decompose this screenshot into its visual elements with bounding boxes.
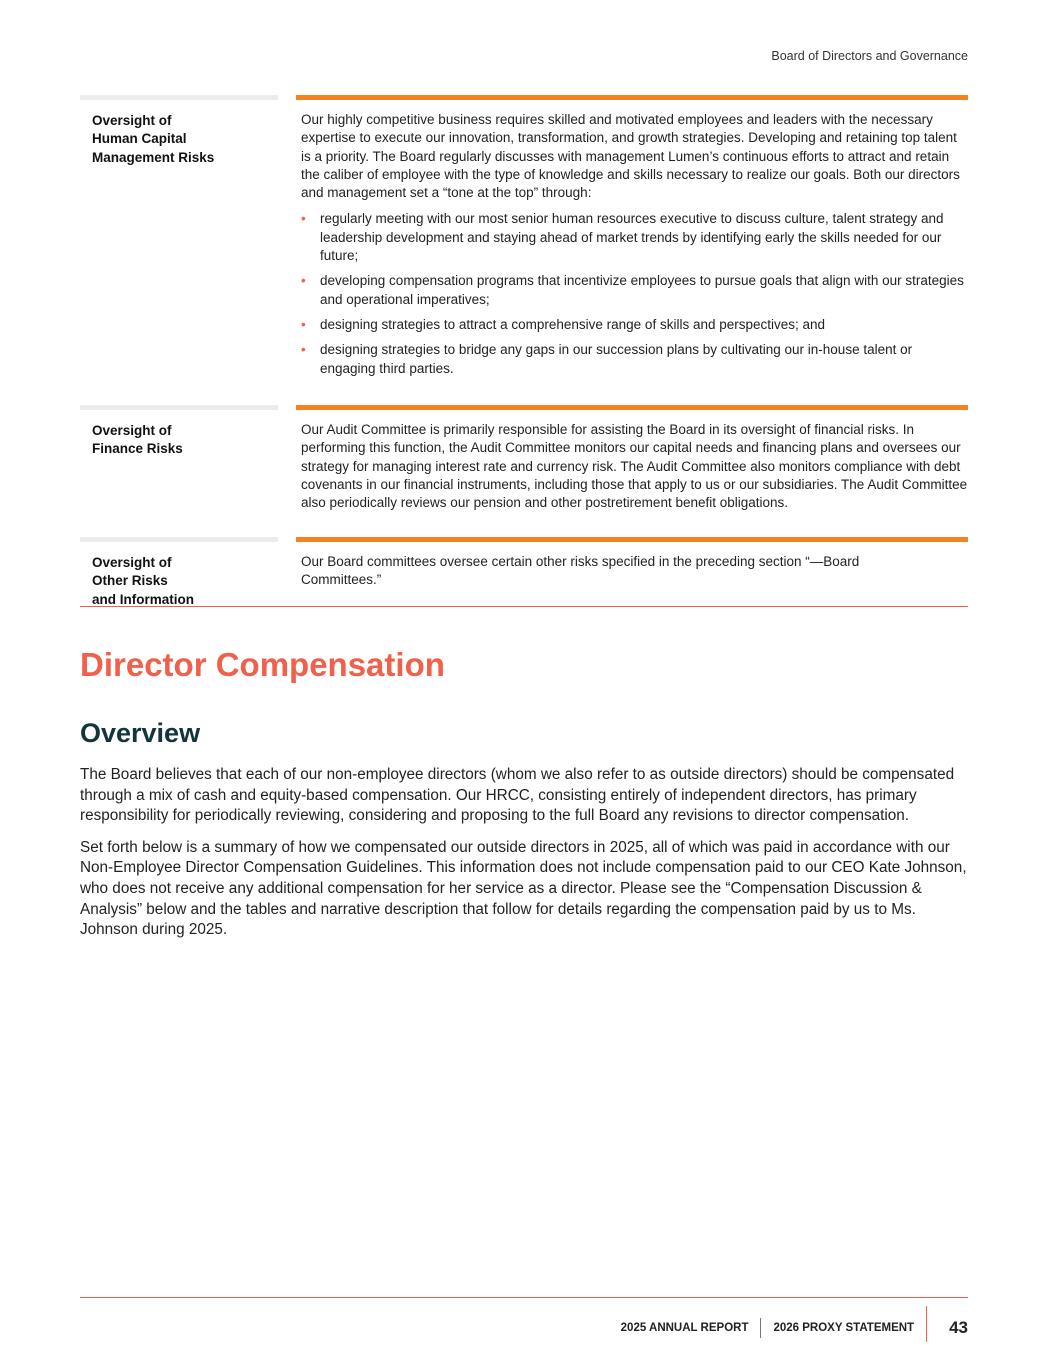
bullet-icon: • [301, 316, 306, 332]
row-content [296, 405, 968, 537]
annual-report-label: 2025 ANNUAL REPORT [620, 1322, 749, 1334]
label-line: Management Risks [92, 149, 215, 165]
label-line: Oversight of [92, 423, 172, 438]
list-item [301, 341, 968, 378]
list-item-text: designing strategies to attract a comprehensive range of skills and perspectives; and [320, 316, 826, 332]
proxy-statement-label: 2026 PROXY STATEMENT [773, 1322, 915, 1334]
row-label [80, 405, 278, 537]
list-item [301, 316, 968, 334]
label-line: Other Risks [92, 573, 168, 589]
row-text: Our Audit Committee is primarily responsible for assisting the Board in its oversight of financial risks. In performing this function, the Audit Committee monitors our capital needs and financing plans and oversees our strategy for managing interest rate and currency risk. The Audit Committee also monitors compliance with debt covenants in our financial instruments, including those that apply to us or our subsidiaries. The Audit Committee also periodically reviews our pension and other postretirement benefit obligations. [301, 422, 968, 511]
table-row [80, 405, 968, 537]
footer-divider [80, 1297, 968, 1298]
list-item-text: regularly meeting with our most senior human resources executive to discuss culture, talent strategy and leadership development and staying ahead of market trends by identifying early the skills needed for our future; [320, 211, 944, 264]
body-text [80, 765, 972, 952]
footer-separator [760, 1318, 761, 1338]
page-footer [621, 1310, 968, 1346]
row-text: Our highly competitive business requires skilled and motivated employees and leaders with the necessary expertise to execute our innovation, transformation, and growth strategies. Developing and retaining top talent is a priority. The Board regularly discusses with management Lumen’s continuous efforts to attract and retain the caliber of employee with the type of knowledge and skills necessary to realize our goals. Both our directors and management set a “tone at the top” through: [301, 112, 960, 201]
label-line: Oversight of [92, 113, 172, 128]
paragraph: The Board believes that each of our non-employee directors (whom we also refer to as outside directors) should be compensated through a mix of cash and equity-based compensation. Our HRCC, consisting entirely of independent directors, has primary responsibility for periodically reviewing, considering and proposing to the full Board any revisions to director compensation. [80, 766, 955, 825]
running-header: Board of Directors and Governance [771, 49, 968, 63]
subsection-title: Overview [80, 718, 201, 748]
table-row [80, 537, 968, 607]
row-label [80, 95, 278, 405]
bullet-icon: • [301, 273, 306, 289]
bullet-list [301, 210, 968, 377]
list-item [301, 210, 968, 265]
paragraph: Set forth below is a summary of how we compensated our outside directors in 2025, all of which was paid in accordance with our Non-Employee Director Compensation Guidelines. This information does not include compensation paid to our CEO Kate Johnson, who does not receive any additional compensation for her service as a director. Please see the “Compensation Discussion & Analysis” below and the tables and narrative description that follow for details regarding the compensation paid by us to Ms. Johnson during 2025. [80, 838, 967, 939]
list-item [301, 272, 968, 309]
table-row [80, 95, 968, 405]
label-line: Human Capital [92, 131, 187, 147]
bullet-icon: • [301, 211, 306, 227]
list-item-text: developing compensation programs that incentivize employees to pursue goals that align with our strategies and operational imperatives; [320, 273, 964, 307]
page-number: 43 [949, 1318, 968, 1337]
bullet-icon: • [301, 342, 306, 358]
row-label [80, 537, 278, 606]
risk-oversight-table [80, 95, 968, 607]
list-item-text: designing strategies to bridge any gaps in our succession plans by cultivating our in-house talent or engaging third parties. [320, 342, 913, 376]
label-line: and Information [92, 591, 194, 607]
footer-separator [926, 1306, 927, 1342]
label-line: Finance Risks [92, 441, 183, 457]
row-text: Our Board committees oversee certain other risks specified in the preceding section “—Board Committees.” [301, 554, 860, 588]
row-content [296, 537, 968, 606]
row-content [296, 95, 968, 405]
section-title: Director Compensation [80, 646, 445, 683]
label-line: Oversight of [92, 555, 172, 570]
